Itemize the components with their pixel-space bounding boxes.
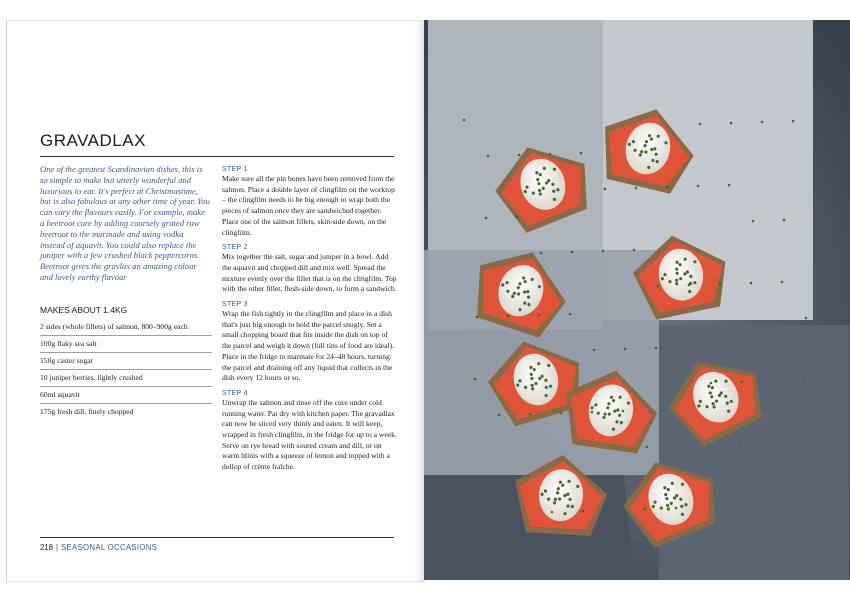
dill-speck — [538, 314, 541, 317]
dill-speck — [591, 411, 594, 414]
dill-speck — [529, 413, 532, 416]
dill-speck — [772, 380, 775, 383]
step-3-label: STEP 3 — [222, 301, 248, 309]
title-divider — [40, 156, 394, 157]
dill-speck — [666, 186, 669, 189]
ingredient-item: 60ml aquavit — [40, 387, 212, 404]
dill-speck — [783, 219, 786, 222]
footer-divider — [40, 537, 394, 538]
dill-speck — [752, 220, 755, 223]
dill-speck — [487, 155, 490, 158]
dill-speck — [635, 187, 638, 190]
ingredients-list — [40, 319, 212, 420]
step-1-label: STEP 1 — [222, 166, 248, 173]
dill-speck — [697, 185, 700, 188]
dill-speck — [518, 154, 521, 157]
ingredient-item: 100g flaky sea salt — [40, 336, 212, 353]
step-2-label: STEP 2 — [222, 244, 248, 252]
dill-speck — [549, 153, 552, 156]
dill-speck — [677, 445, 680, 448]
photo-page — [424, 20, 850, 580]
dill-speck — [560, 412, 563, 415]
dill-speck — [710, 382, 713, 385]
ingredient-item: 2 sides (whole fillets) of salmon, 800–900g each — [40, 319, 212, 336]
dill-speck — [739, 443, 742, 446]
ingredient-item: 150g caster sugar — [40, 353, 212, 370]
dill-speck — [516, 216, 519, 219]
dill-speck — [794, 478, 797, 481]
dill-speck — [613, 509, 616, 512]
dill-speck — [805, 317, 808, 320]
dill-speck — [569, 313, 572, 316]
dill-speck — [655, 347, 658, 350]
dill-speck — [686, 346, 689, 349]
dill-speck — [507, 315, 510, 318]
dill-speck — [551, 511, 554, 514]
dill-speck — [540, 252, 543, 255]
section-name: SEASONAL OCCASIONS — [61, 543, 158, 552]
step-2-text: Mix together the salt, sugar and juniper in a bowl. Add the aquavit and chopped dill and mix well. Spread the mixture evenly over the fillet that is on the clingfilm. Top with the other fillet, flesh-side down, to form a sandwich. — [222, 252, 397, 294]
dill-speck — [814, 218, 817, 221]
gravadlax-canapes-photo — [424, 20, 850, 580]
ingredient-item: 10 juniper berries, lightly crushed — [40, 370, 212, 387]
dill-speck — [646, 446, 649, 449]
dill-speck — [688, 284, 691, 287]
recipe-intro: One of the greatest Scandinavian dishes, this is so simple to make but utterly wonderful and luxurious to eat. It's perfect at Christmastime, but is also fabulous at any other time of year. You can vary the flavours easily. For example, make a beetroot cure by adding coarsely grated raw beetroot to the marinade and using vodka instead of aquavit. You could also replace the juniper with a few crushed black peppercorns. Beetroot gives the gravlax an amazing colour and lovely earthy flavour — [40, 164, 210, 282]
dill-speck — [604, 188, 607, 191]
step-1-text: Make sure all the pin bones have been removed from the salmon. Place a double layer of clingfilm on the worktop – the clingfilm needs to be big enough to wrap both the pieces of salmon once they are sandwiched together. Place one of the salmon fillets, skin-side down, on the clingfilm. — [222, 174, 395, 237]
page-number: 218 — [40, 543, 54, 552]
step-3-text: Wrap the fish tightly in the clingfilm and place in a dish that's just big enough to hold the parcel snugly. Set a small chopping board that fits inside the dish on top of the parcel and weigh it down (full tins of food are ideal). Place in the fridge to marinate for 24–48 hours, turning the parcel and draining off any liquid that collects in the dish every 12 hours or so. — [222, 309, 395, 383]
dill-speck — [485, 217, 488, 220]
recipe-title: GRAVADLAX — [40, 131, 146, 150]
dill-speck — [476, 316, 479, 319]
dill-speck — [719, 283, 722, 286]
dill-speck — [699, 123, 702, 126]
dill-speck — [741, 381, 744, 384]
dill-speck — [728, 184, 731, 187]
method-steps — [222, 166, 397, 479]
dill-speck — [498, 414, 501, 417]
footer-separator: | — [56, 543, 59, 552]
dill-speck — [675, 507, 678, 510]
dill-speck — [496, 476, 499, 479]
recipe-yield: MAKES ABOUT 1.4KG — [40, 305, 128, 315]
slate-plate — [659, 325, 849, 580]
page-footer — [40, 543, 157, 552]
dill-speck — [624, 348, 627, 351]
ingredient-item: 175g fresh dill, finely chopped — [40, 407, 134, 416]
dill-speck — [571, 251, 574, 254]
step-4-label: STEP 4 — [222, 389, 248, 397]
dill-speck — [633, 249, 636, 252]
dill-speck — [644, 508, 647, 511]
dill-speck — [580, 152, 583, 155]
dill-speck — [657, 285, 660, 288]
dill-speck — [582, 510, 585, 513]
dill-speck — [730, 122, 733, 125]
book-spread — [0, 20, 850, 580]
dill-speck — [593, 349, 596, 352]
step-4-text: Unwrap the salmon and rinse off the cure under cold running water. Pat dry with kitchen paper. The gravadlax can now be sliced very thinly and eaten. It will keep, wrapped in fresh clingfilm, in the fridge for up to a week. Serve on rye bread with soured cream and dill, or on warm blinis with a squeeze of lemon and topped with a dollop of crème fraîche. — [222, 397, 397, 472]
dill-speck — [803, 379, 806, 382]
dill-speck — [792, 120, 795, 123]
dill-speck — [463, 119, 466, 122]
dill-speck — [465, 477, 468, 480]
dill-speck — [708, 444, 711, 447]
recipe-page — [6, 20, 425, 582]
dill-speck — [602, 250, 605, 253]
dill-speck — [622, 410, 625, 413]
dill-speck — [781, 281, 784, 284]
dill-speck — [527, 475, 530, 478]
dill-speck — [750, 282, 753, 285]
dill-speck — [474, 378, 477, 381]
dill-speck — [761, 121, 764, 124]
